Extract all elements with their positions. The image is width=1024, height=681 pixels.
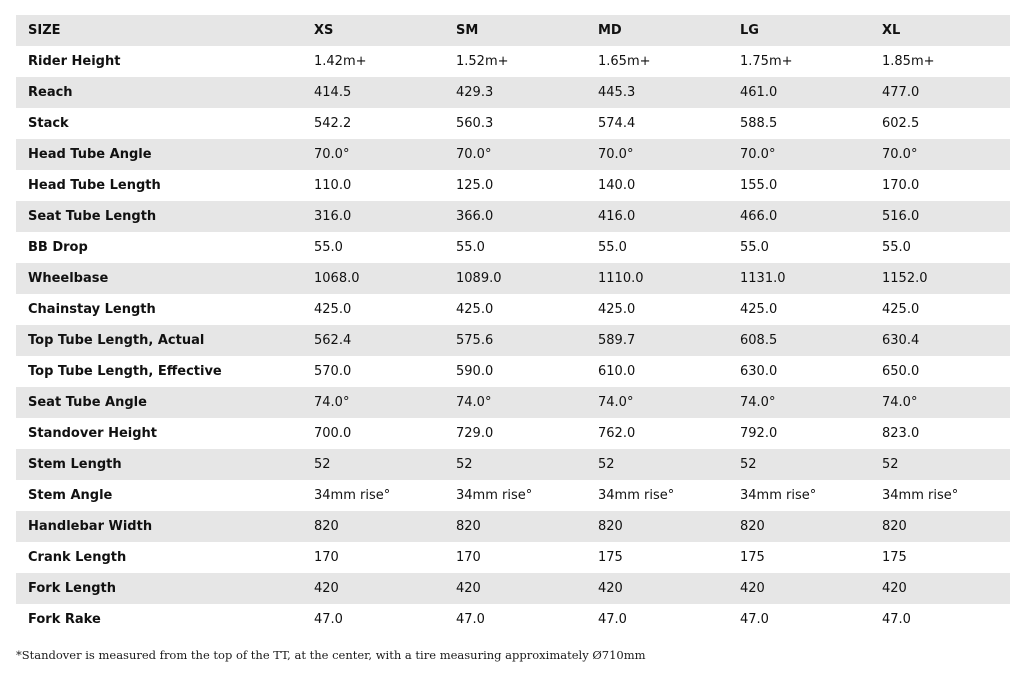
header-size: SIZE [28, 23, 61, 38]
table-row [16, 325, 1010, 356]
cell-value: 461.0 [740, 85, 778, 100]
header-xl: XL [882, 23, 901, 38]
table-row [16, 108, 1010, 139]
table-row [16, 77, 1010, 108]
header-lg: LG [740, 23, 759, 38]
cell-value: 74.0° [882, 395, 918, 410]
cell-value: 590.0 [456, 364, 494, 379]
cell-value: 608.5 [740, 333, 778, 348]
row-label: Stem Length [28, 457, 122, 472]
cell-value: 47.0 [598, 612, 627, 627]
cell-value: 47.0 [456, 612, 485, 627]
cell-value: 55.0 [740, 240, 769, 255]
table-row [16, 46, 1010, 77]
row-label: Reach [28, 85, 73, 100]
cell-value: 170 [456, 550, 481, 565]
table-row [16, 573, 1010, 604]
cell-value: 34mm rise° [882, 488, 959, 503]
row-label: Head Tube Angle [28, 147, 152, 162]
cell-value: 588.5 [740, 116, 778, 131]
cell-value: 52 [882, 457, 899, 472]
cell-value: 602.5 [882, 116, 920, 131]
cell-value: 74.0° [456, 395, 492, 410]
cell-value: 70.0° [740, 147, 776, 162]
cell-value: 542.2 [314, 116, 352, 131]
table-row [16, 511, 1010, 542]
cell-value: 820 [598, 519, 623, 534]
header-sm: SM [456, 23, 479, 38]
cell-value: 762.0 [598, 426, 636, 441]
cell-value: 55.0 [882, 240, 911, 255]
cell-value: 34mm rise° [598, 488, 675, 503]
table-row [16, 139, 1010, 170]
cell-value: 74.0° [740, 395, 776, 410]
cell-value: 110.0 [314, 178, 352, 193]
cell-value: 425.0 [456, 302, 494, 317]
cell-value: 34mm rise° [314, 488, 391, 503]
cell-value: 55.0 [598, 240, 627, 255]
cell-value: 466.0 [740, 209, 778, 224]
cell-value: 52 [598, 457, 615, 472]
cell-value: 47.0 [882, 612, 911, 627]
cell-value: 516.0 [882, 209, 920, 224]
cell-value: 570.0 [314, 364, 352, 379]
row-label: Fork Length [28, 581, 116, 596]
cell-value: 820 [456, 519, 481, 534]
cell-value: 170.0 [882, 178, 920, 193]
table-row [16, 232, 1010, 263]
row-label: Chainstay Length [28, 302, 156, 317]
cell-value: 1.52m+ [456, 54, 509, 69]
table-row [16, 418, 1010, 449]
row-label: BB Drop [28, 240, 88, 255]
header-row [16, 15, 1010, 46]
cell-value: 55.0 [314, 240, 343, 255]
cell-value: 445.3 [598, 85, 636, 100]
row-label: Top Tube Length, Effective [28, 364, 222, 379]
cell-value: 170 [314, 550, 339, 565]
row-label: Stack [28, 116, 69, 131]
cell-value: 70.0° [456, 147, 492, 162]
cell-value: 1131.0 [740, 271, 786, 286]
cell-value: 1089.0 [456, 271, 502, 286]
row-label: Top Tube Length, Actual [28, 333, 205, 348]
cell-value: 70.0° [314, 147, 350, 162]
cell-value: 1152.0 [882, 271, 928, 286]
row-label: Standover Height [28, 426, 157, 441]
table-row [16, 542, 1010, 573]
cell-value: 155.0 [740, 178, 778, 193]
cell-value: 429.3 [456, 85, 494, 100]
cell-value: 477.0 [882, 85, 920, 100]
cell-value: 34mm rise° [740, 488, 817, 503]
cell-value: 175 [598, 550, 623, 565]
table-row [16, 387, 1010, 418]
footnote: *Standover is measured from the top of the TT, at the center, with a tire measuring approximately Ø710mm [16, 648, 646, 662]
geometry-table [16, 15, 1010, 635]
cell-value: 820 [740, 519, 765, 534]
cell-value: 650.0 [882, 364, 920, 379]
cell-value: 1.42m+ [314, 54, 367, 69]
cell-value: 140.0 [598, 178, 636, 193]
cell-value: 1.75m+ [740, 54, 793, 69]
cell-value: 589.7 [598, 333, 636, 348]
cell-value: 1068.0 [314, 271, 360, 286]
cell-value: 630.0 [740, 364, 778, 379]
cell-value: 74.0° [314, 395, 350, 410]
row-label: Handlebar Width [28, 519, 153, 534]
table-row [16, 604, 1010, 635]
row-label: Wheelbase [28, 271, 109, 286]
cell-value: 1.85m+ [882, 54, 935, 69]
row-label: Stem Angle [28, 488, 113, 503]
cell-value: 420 [456, 581, 481, 596]
cell-value: 416.0 [598, 209, 636, 224]
cell-value: 425.0 [314, 302, 352, 317]
row-label: Fork Rake [28, 612, 101, 627]
table-row [16, 170, 1010, 201]
cell-value: 562.4 [314, 333, 352, 348]
cell-value: 700.0 [314, 426, 352, 441]
cell-value: 560.3 [456, 116, 494, 131]
cell-value: 823.0 [882, 426, 920, 441]
cell-value: 574.4 [598, 116, 636, 131]
cell-value: 52 [314, 457, 331, 472]
table-row [16, 263, 1010, 294]
cell-value: 175 [740, 550, 765, 565]
cell-value: 420 [598, 581, 623, 596]
cell-value: 316.0 [314, 209, 352, 224]
row-label: Head Tube Length [28, 178, 161, 193]
cell-value: 70.0° [598, 147, 634, 162]
cell-value: 575.6 [456, 333, 494, 348]
cell-value: 425.0 [740, 302, 778, 317]
cell-value: 414.5 [314, 85, 352, 100]
row-label: Seat Tube Angle [28, 395, 147, 410]
row-label: Rider Height [28, 54, 121, 69]
table-row [16, 294, 1010, 325]
cell-value: 610.0 [598, 364, 636, 379]
table-row [16, 201, 1010, 232]
cell-value: 34mm rise° [456, 488, 533, 503]
header-xs: XS [314, 23, 334, 38]
table-body [16, 46, 1010, 635]
cell-value: 175 [882, 550, 907, 565]
cell-value: 366.0 [456, 209, 494, 224]
cell-value: 820 [882, 519, 907, 534]
cell-value: 425.0 [598, 302, 636, 317]
row-label: Seat Tube Length [28, 209, 157, 224]
header-md: MD [598, 23, 622, 38]
cell-value: 47.0 [740, 612, 769, 627]
cell-value: 1.65m+ [598, 54, 651, 69]
cell-value: 52 [456, 457, 473, 472]
cell-value: 792.0 [740, 426, 778, 441]
cell-value: 125.0 [456, 178, 494, 193]
cell-value: 820 [314, 519, 339, 534]
cell-value: 47.0 [314, 612, 343, 627]
cell-value: 425.0 [882, 302, 920, 317]
cell-value: 52 [740, 457, 757, 472]
cell-value: 55.0 [456, 240, 485, 255]
table-row [16, 356, 1010, 387]
row-label: Crank Length [28, 550, 127, 565]
cell-value: 420 [314, 581, 339, 596]
cell-value: 70.0° [882, 147, 918, 162]
cell-value: 630.4 [882, 333, 920, 348]
cell-value: 420 [740, 581, 765, 596]
cell-value: 74.0° [598, 395, 634, 410]
cell-value: 729.0 [456, 426, 494, 441]
cell-value: 1110.0 [598, 271, 644, 286]
table-row [16, 480, 1010, 511]
table-row [16, 449, 1010, 480]
cell-value: 420 [882, 581, 907, 596]
